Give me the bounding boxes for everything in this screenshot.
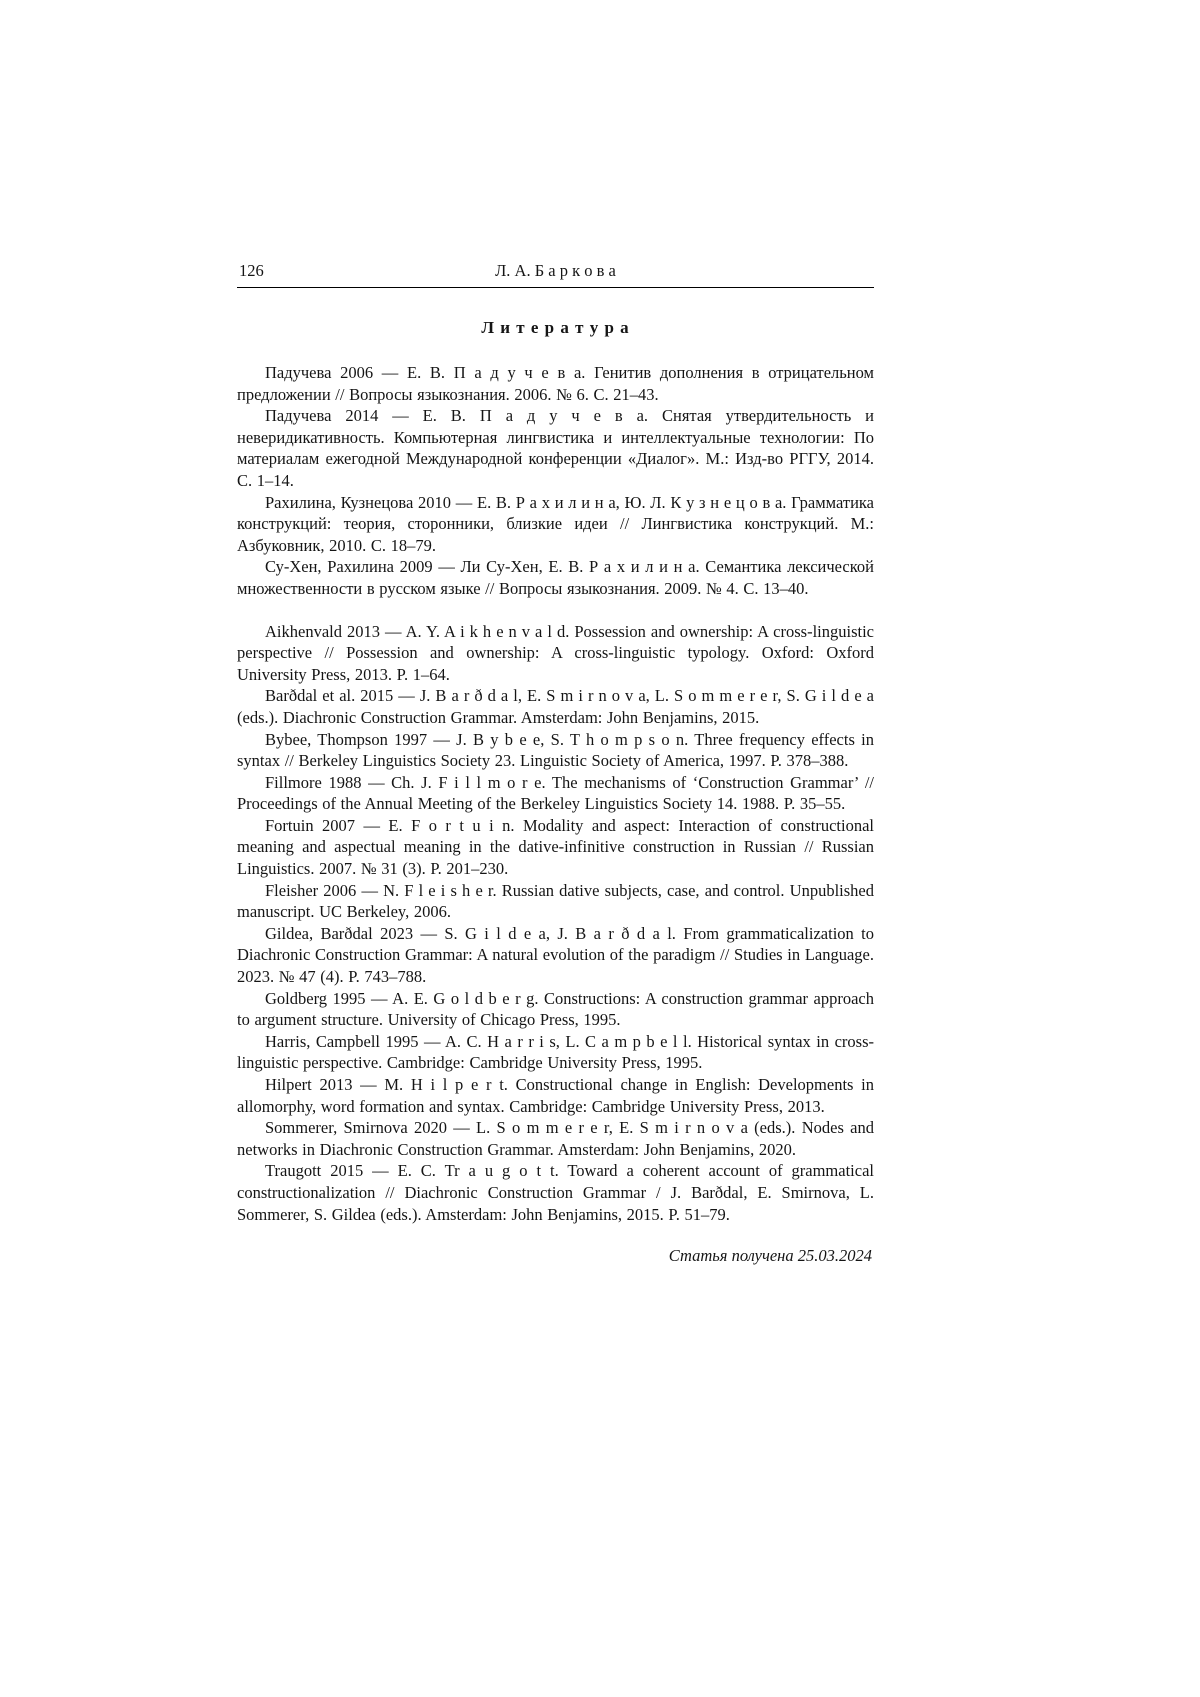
page-number: 126 [239,261,264,280]
reference-item: Падучева 2014 — Е. В. П а д у ч е в а. Снятая утвердительность и неверидикативность. Компьютерная лингвистика и интеллектуальные технологии: По материалам ежегодной Международной конференции «Диалог». М.: Изд-во РГГУ, 2014. С. 1–14. [237,406,874,490]
reference-item: Goldberg 1995 — A. E. G o l d b e r g. Constructions: A construction grammar approach to argument structure. University of Chicago Press, 1995. [237,988,874,1030]
reference-item: Sommerer, Smirnova 2020 — L. S o m m e r e r, E. S m i r n o v a (eds.). Nodes and networks in Diachronic Construction Grammar. Amsterdam: John Benjamins, 2020. [237,1118,874,1159]
article-received-note: Статья получена 25.03.2024 [668,1246,872,1266]
reference-item: Bybee, Thompson 1997 — J. B y b e e, S. T h o m p s o n. Three frequency effects in syntax // Berkeley Linguistics Society 23. Linguistic Society of America, 1997. P. 378–388. [237,729,874,771]
references-english-section [237,621,874,1226]
header-rule [237,287,874,288]
page-header [237,260,874,284]
reference-item: Gildea, Barðdal 2023 — S. G i l d e a, J. B a r ð d a l. From grammaticalization to Diachronic Construction Grammar: A natural evolution of the paradigm // Studies in Language. 2023. № 47 (4). P. 743–788. [237,923,874,987]
reference-item: Harris, Campbell 1995 — A. C. H a r r i s, L. C a m p b e l l. Historical syntax in cross-linguistic perspective. Cambridge: Cambridge University Press, 1995. [237,1031,874,1073]
reference-item: Aikhenvald 2013 — A. Y. A i k h e n v a l d. Possession and ownership: A cross-linguistic perspective // Possession and ownership: A cross-linguistic typology. Oxford: Oxford University Press, 2013. P. 1–64. [237,621,874,684]
reference-item: Рахилина, Кузнецова 2010 — Е. В. Р а х и л и н а, Ю. Л. К у з н е ц о в а. Грамматика конструкций: теория, сторонники, близкие идеи // Лингвистика конструкций. М.: Азбуковник, 2010. С. 18–79. [237,492,874,555]
running-head-author: Л. А. Б а р к о в а [495,261,616,280]
reference-item: Barðdal et al. 2015 — J. B a r ð d a l, E. S m i r n o v a, L. S o m m e r e r, S. G i l d e a (eds.). Diachronic Construction Grammar. Amsterdam: John Benjamins, 2015. [237,686,874,727]
reference-item: Fillmore 1988 — Ch. J. F i l l m o r e. The mechanisms of ‘Construction Grammar’ // Proceedings of the Annual Meeting of the Berkeley Linguistics Society 14. 1988. P. 35–55. [237,772,874,814]
reference-item: Hilpert 2013 — M. H i l p e r t. Constructional change in English: Developments in allomorphy, word formation and syntax. Cambridge: Cambridge University Press, 2013. [237,1075,874,1116]
references-russian-section [237,362,874,600]
reference-item: Падучева 2006 — Е. В. П а д у ч е в а. Генитив дополнения в отрицательном предложении // Вопросы языкознания. 2006. № 6. С. 21–43. [237,363,874,404]
reference-item: Traugott 2015 — E. C. Tr a u g o t t. Toward a coherent account of grammatical constructionalization // Diachronic Construction Grammar / J. Barðdal, E. Smirnova, L. Sommerer, S. Gildea (eds.). Amsterdam: John Benjamins, 2015. P. 51–79. [237,1161,874,1224]
reference-item: Су-Хен, Рахилина 2009 — Ли Су-Хен, Е. В. Р а х и л и н а. Семантика лексической множественности в русском языке // Вопросы языкознания. 2009. № 4. С. 13–40. [237,557,874,598]
journal-page [237,260,874,1267]
reference-item: Fortuin 2007 — E. F o r t u i n. Modality and aspect: Interaction of constructional meaning and aspectual meaning in the dative-infinitive construction in Russian // Russian Linguistics. 2007. № 31 (3). P. 201–230. [237,815,874,879]
reference-item: Fleisher 2006 — N. F l e i s h e r. Russian dative subjects, case, and control. Unpublished manuscript. UC Berkeley, 2006. [237,880,874,922]
section-title: Л и т е р а т у р а [481,318,630,337]
